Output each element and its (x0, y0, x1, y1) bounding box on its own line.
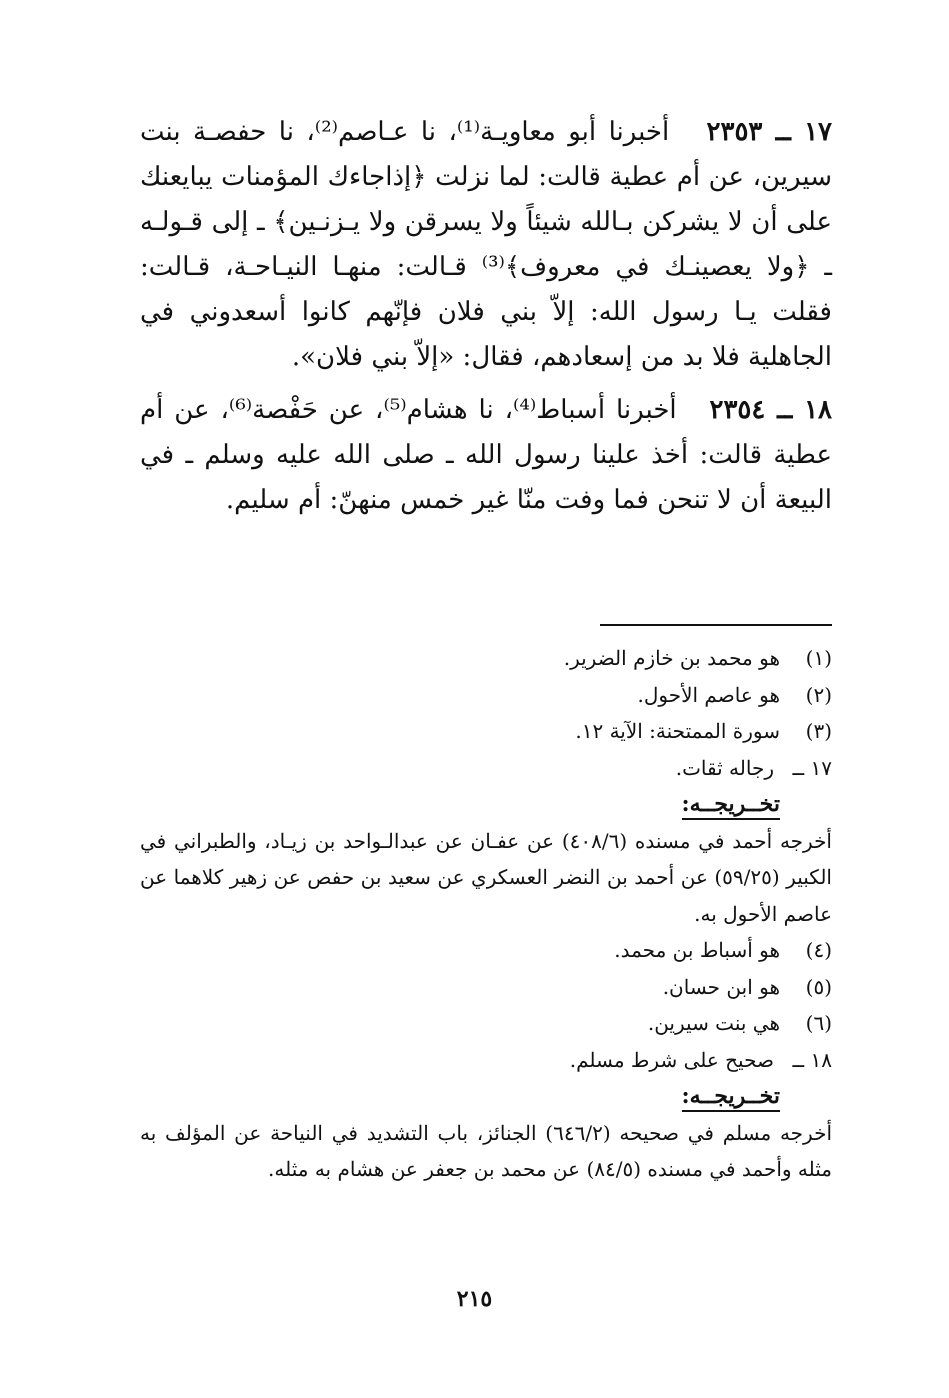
footnote-divider (600, 624, 832, 626)
grading-text: صحيح على شرط مسلم. (569, 1047, 774, 1072)
takhrij-text-17: أخرجه أحمد في مسنده (٤٠٨/٦) عن عفـان عن عبدالـواحد بن زيـاد، والطبراني في الكبير (٥٩/٢٥) عن أحمد بن النضر العسكري عن سعيد بن حفص عن زهير كلاهما عن عاصم الأحول به. (140, 828, 832, 926)
footnote-text: هو ابن حسان. (662, 974, 780, 999)
footnote-2 (140, 677, 832, 714)
hadith-2353 (140, 110, 832, 380)
footnotes (140, 640, 832, 1188)
footnote-text: سورة الممتحنة: الآية ١٢. (575, 719, 780, 743)
grading-number: ١٧ ــ (792, 755, 832, 780)
grading-18 (140, 1042, 832, 1079)
footnote-number: (٢) (805, 682, 832, 707)
footnote-5 (140, 969, 832, 1006)
footnote-text: هي بنت سيرين. (647, 1011, 780, 1035)
footnote-number: (١) (805, 646, 832, 670)
takhrij-heading-18: تخــريجــه: (140, 1078, 832, 1115)
footnote-3 (140, 713, 832, 750)
hadith-2354 (140, 388, 832, 523)
footnote-number: (٥) (805, 974, 832, 999)
main-text (140, 110, 832, 531)
takhrij-heading-17: تخــريجــه: (140, 786, 832, 823)
grading-number: ١٨ ــ (792, 1047, 832, 1072)
footnote-text: هو أسباط بن محمد. (614, 938, 780, 962)
takhrij-text-18: أخرجه مسلم في صحيحه (٦٤٦/٢) الجنائز، باب التشديد في النياحة عن المؤلف به مثله وأحمد في مسنده (٨٤/٥) عن محمد بن جعفر عن هشام به مثله. (140, 1120, 832, 1181)
hadith-number: ١٨ ــ ٢٣٥٤ (709, 395, 832, 425)
grading-text: رجاله ثقات. (675, 755, 774, 780)
footnote-number: (٦) (805, 1011, 832, 1035)
footnote-1 (140, 640, 832, 677)
footnote-number: (٣) (805, 719, 832, 743)
hadith-number: ١٧ ــ ٢٣٥٣ (706, 117, 833, 147)
grading-17 (140, 750, 832, 787)
footnote-text: هو محمد بن خازم الضرير. (563, 646, 780, 670)
footnote-6 (140, 1005, 832, 1042)
page-number: ٢١٥ (456, 1286, 493, 1312)
hadith-text: أخبرنا أسباط⁽⁴⁾، نا هشام⁽⁵⁾، عن حَفْصة⁽⁶⁾، عن أم عطية قالت: أخذ علينا رسول الله ـ صلى الله عليه وسلم ـ في البيعة أن لا تنحن فما وفت منّا غير خمس منهنّ: أم سليم. (140, 395, 832, 515)
footnote-number: (٤) (805, 938, 832, 962)
footnote-4 (140, 932, 832, 969)
hadith-text: أخبرنا أبو معاويـة⁽¹⁾، نا عـاصم⁽²⁾، نا حفصـة بنت سيرين، عن أم عطية قالت: لما نزلت ﴿إذاجاءك المؤمنات يبايعنك على أن لا يشركن بـالله شيئاً ولا يسرقن ولا يـزنـين﴾ ـ إلى قـولـه ـ ﴿ولا يعصينـك في معروف﴾⁽³⁾ قـالت: منهـا النيـاحـة، قـالت: فقلت يـا رسول الله: إلاّ بني فلان فإنّهم كانوا أسعدوني في الجاهلية فلا بد من إسعادهم، فقال: «إلاّ بني فلان». (140, 117, 833, 372)
footnote-text: هو عاصم الأحول. (637, 682, 780, 707)
